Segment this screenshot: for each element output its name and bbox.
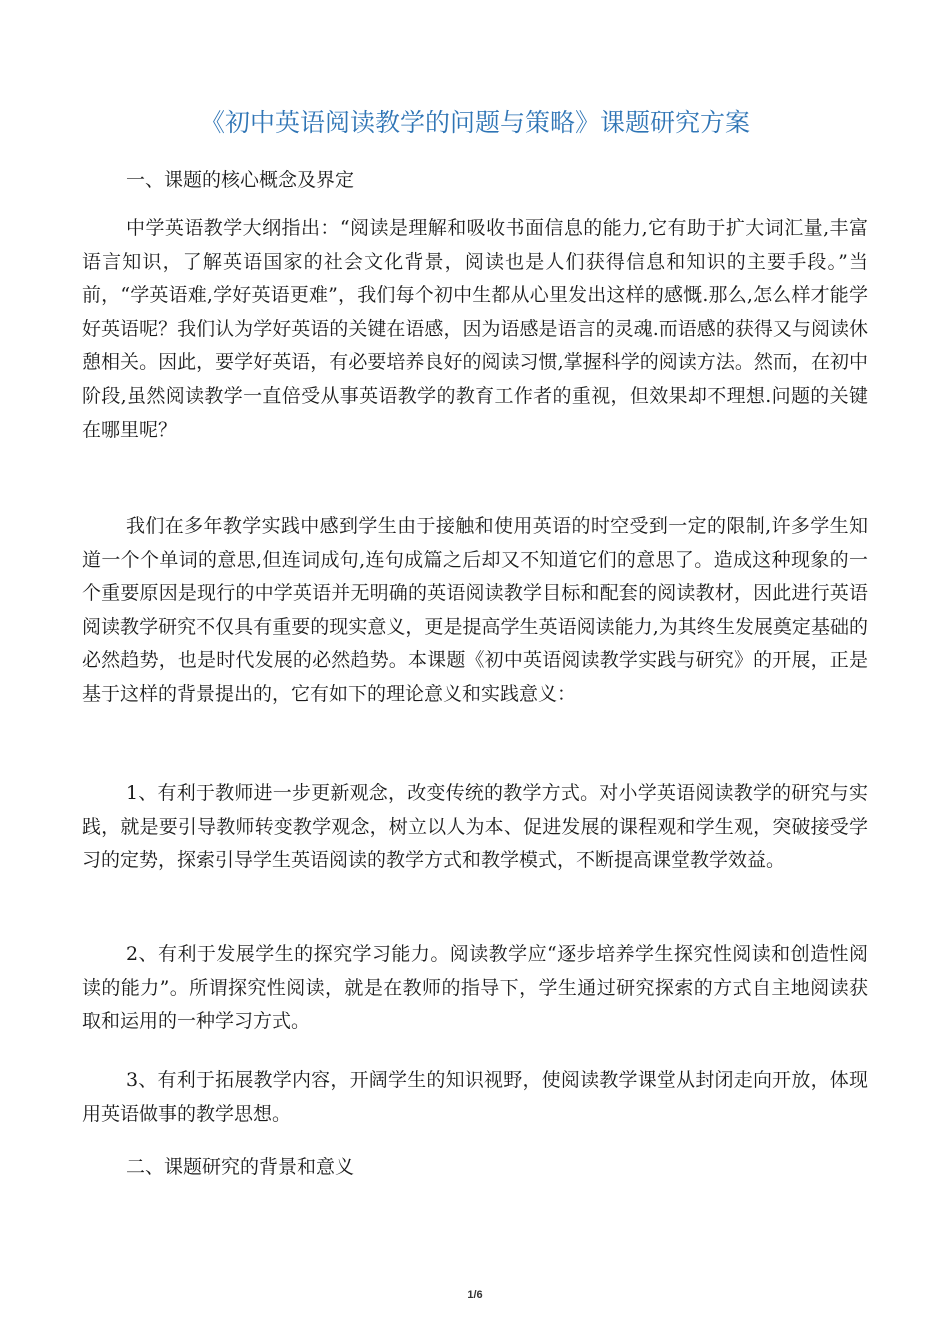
paragraph-2: 我们在多年教学实践中感到学生由于接触和使用英语的时空受到一定的限制,许多学生知道一个个单词的意思,但连词成句,连句成篇之后却又不知道它们的意思了。造成这种现象的一个重要原因是现行的中学英语并无明确的英语阅读教学目标和配套的阅读教材，因此进行英语阅读教学研究不仅具有重要的现实意义，更是提高学生英语阅读能力,为其终生发展奠定基础的必然趋势，也是时代发展的必然趋势。本课题《初中英语阅读教学实践与研究》的开展，正是基于这样的背景提出的，它有如下的理论意义和实践意义： <box>82 515 868 705</box>
section-heading-core-concepts: 一、课题的核心概念及界定 <box>126 169 355 191</box>
page-number: 1/6 <box>467 1289 483 1301</box>
document-title: 《初中英语阅读教学的问题与策略》课题研究方案 <box>199 108 750 137</box>
paragraph-1: 中学英语教学大纲指出：“阅读是理解和吸收书面信息的能力,它有助于扩大词汇量,丰富语言知识，了解英语国家的社会文化背景，阅读也是人们获得信息和知识的主要手段。”当前，“学英语难,学好英语更难”，我们每个初中生都从心里发出这样的感慨.那么,怎么样才能学好英语呢？我们认为学好英语的关键在语感，因为语感是语言的灵魂.而语感的获得又与阅读休憩相关。因此，要学好英语，有必要培养良好的阅读习惯,掌握科学的阅读方法。然而，在初中阶段,虽然阅读教学一直倍受从事英语教学的教育工作者的重视，但效果却不理想.问题的关键在哪里呢？ <box>82 217 868 441</box>
paragraph-3: 1、有利于教师进一步更新观念，改变传统的教学方式。对小学英语阅读教学的研究与实践，就是要引导教师转变教学观念，树立以人为本、促进发展的课程观和学生观，突破接受学习的定势，探索引导学生英语阅读的教学方式和教学模式，不断提高课堂教学效益。 <box>82 782 868 872</box>
paragraph-4: 2、有利于发展学生的探究学习能力。阅读教学应“逐步培养学生探究性阅读和创造性阅读的能力”。所谓探究性阅读，就是在教师的指导下，学生通过研究探索的方式自主地阅读获取和运用的一种学习方式。 <box>82 943 868 1033</box>
paragraph-5: 3、有利于拓展教学内容，开阔学生的知识视野，使阅读教学课堂从封闭走向开放，体现用英语做事的教学思想。 <box>82 1069 868 1125</box>
section-heading-background: 二、课题研究的背景和意义 <box>126 1156 355 1178</box>
